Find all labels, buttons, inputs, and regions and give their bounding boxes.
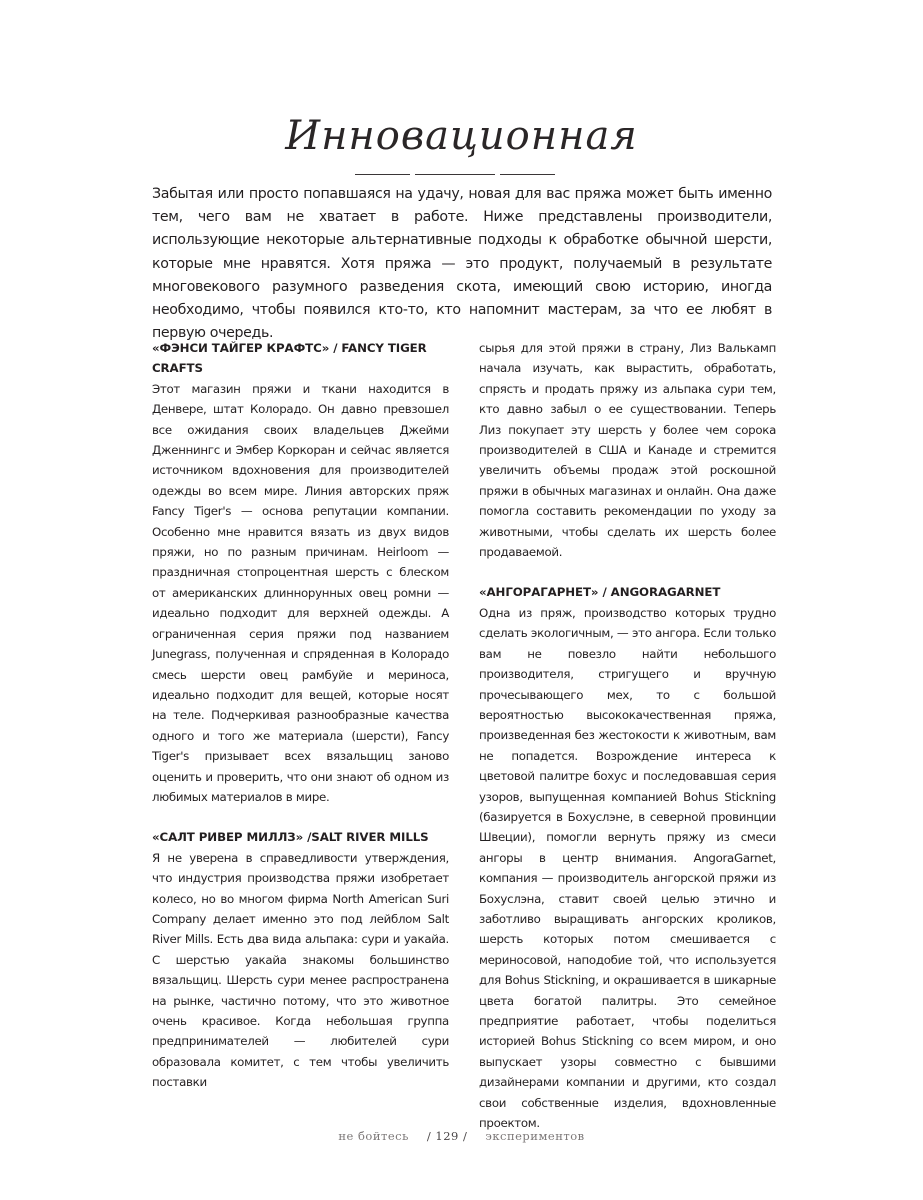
footer-right-text: экспериментов bbox=[485, 1129, 585, 1143]
page-title: Инновационная bbox=[285, 113, 638, 159]
divider-segment-right bbox=[500, 174, 555, 175]
section-spacer bbox=[479, 562, 776, 582]
left-column bbox=[152, 338, 449, 1093]
title-divider bbox=[355, 172, 555, 178]
section-body-salt-river: Я не уверена в справедливости утверждения, что индустрия производства пряжи изобретает колесо, но во многом фирма North American Suri Company делает именно это под лейблом Salt River Mills. Есть два вида альпака: сури и уакайа. С шерстью уакайа знакомы большинство вязальщиц. Шерсть сури менее распространена на рынке, частично потому, что это животное очень красивое. Когда небольшая группа предпринимателей — любителей сури образовала комитет, с тем чтобы увеличить поставки bbox=[152, 850, 449, 1090]
section-body-salt-river-continued: сырья для этой пряжи в страну, Лиз Валькамп начала изучать, как вырастить, обработать, спрясть и продать пряжу из альпака сури тем, кто давно забыл о ее существовании. Теперь Лиз покупает эту шерсть у более чем сорока производителей в США и Канаде и стремится увеличить объемы продаж этой роскошной пряжи в обычных магазинах и онлайн. Она даже помогла составить рекомендации по уходу за животными, чтобы сделать их шерсть более продаваемой. bbox=[479, 341, 776, 560]
page-footer bbox=[0, 1129, 923, 1143]
section-body-fancy-tiger: Этот магазин пряжи и ткани находится в Денвере, штат Колорадо. Он давно превзошел все ожидания своих владельцев Джейми Дженнингс и Эмбер Коркоран и сейчас является источником вдохновения для производителей одежды во всем мире. Линия авторских пряж Fancy Tiger's — основа репутации компании. Особенно мне нравится вязать из двух видов пряжи, но по разным причинам. Heirloom — праздничная стопроцентная шерсть с блеском от американских длиннорунных овец ромни — идеально подходит для верхней одежды. А ограниченная серия пряжи под названием Junegrass, полученная и спряденная в Колорадо смесь шерсти овец рамбуйе и мериноса, идеально подходит для вещей, которые носят на теле. Подчеркивая разнообразные качества одного и того же материала (шерсти), Fancy Tiger's призывает всех вязальщиц заново оценить и проверить, что они знают об одном из любимых материалов в мире. bbox=[152, 381, 449, 804]
divider-segment-middle bbox=[415, 174, 495, 175]
section-body-angoragarnet: Одна из пряж, производство которых трудно сделать экологичным, — это ангора. Если только вам не повезло найти небольшого производителя, стригущего и вручную прочесывающего мех, то с большой вероятностью высококачественная пряжа, произведенная без жестокости к животным, вам не попадется. Возрождение интереса к цветовой палитре бохус и последовавшая серия узоров, выпущенная компанией Bohus Stickning (базируется в Бохуслэне, в северной провинции Швеции), помогли вернуть пряжу из смеси ангоры в центр внимания. AngoraGarnet, компания — производитель ангорской пряжи из Бохуслэна, ставит своей целью этично и заботливо выращивать ангорских кроликов, шерсть которых потом смешивается с мериносовой, наподобие той, что используется для Bohus Stickning, и окрашивается в шикарные цвета богатой палитры. Это семейное предприятие работает, чтобы поделиться историей Bohus Stickning со всем миром, и оно выпускает узоры совместно с бывшими дизайнерами компании и другими, кто создал свои собственные изделия, вдохновленные проектом. bbox=[479, 605, 776, 1131]
section-heading-angoragarnet: «АНГОРАГАРНЕТ» / ANGORAGARNET bbox=[479, 585, 721, 600]
intro-paragraph: Забытая или просто попавшаяся на удачу, новая для вас пряжа может быть именно тем, чего вам не хватает в работе. Ниже представлены производители, использующие некоторые альтернативные подходы к обработке обычной шерсти, которые мне нравятся. Хотя пряжа — это продукт, получаемый в результате многовекового разумного разведения скота, имеющий свою историю, иногда необходимо, чтобы появился кто-то, кто напомнит мастерам, за что ее любят в первую очередь. bbox=[152, 186, 772, 342]
right-column bbox=[479, 338, 776, 1133]
title-block bbox=[0, 112, 923, 160]
section-heading-salt-river: «САЛТ РИВЕР МИЛЛЗ» /SALT RIVER MILLS bbox=[152, 830, 429, 845]
divider-segment-left bbox=[355, 174, 410, 175]
footer-left-text: не бойтесь bbox=[338, 1129, 409, 1143]
section-spacer bbox=[152, 807, 449, 827]
page-number: / 129 / bbox=[426, 1129, 468, 1143]
section-heading-fancy-tiger: «ФЭНСИ ТАЙГЕР КРАФТС» / FANCY TIGER CRAFTS bbox=[152, 341, 427, 376]
